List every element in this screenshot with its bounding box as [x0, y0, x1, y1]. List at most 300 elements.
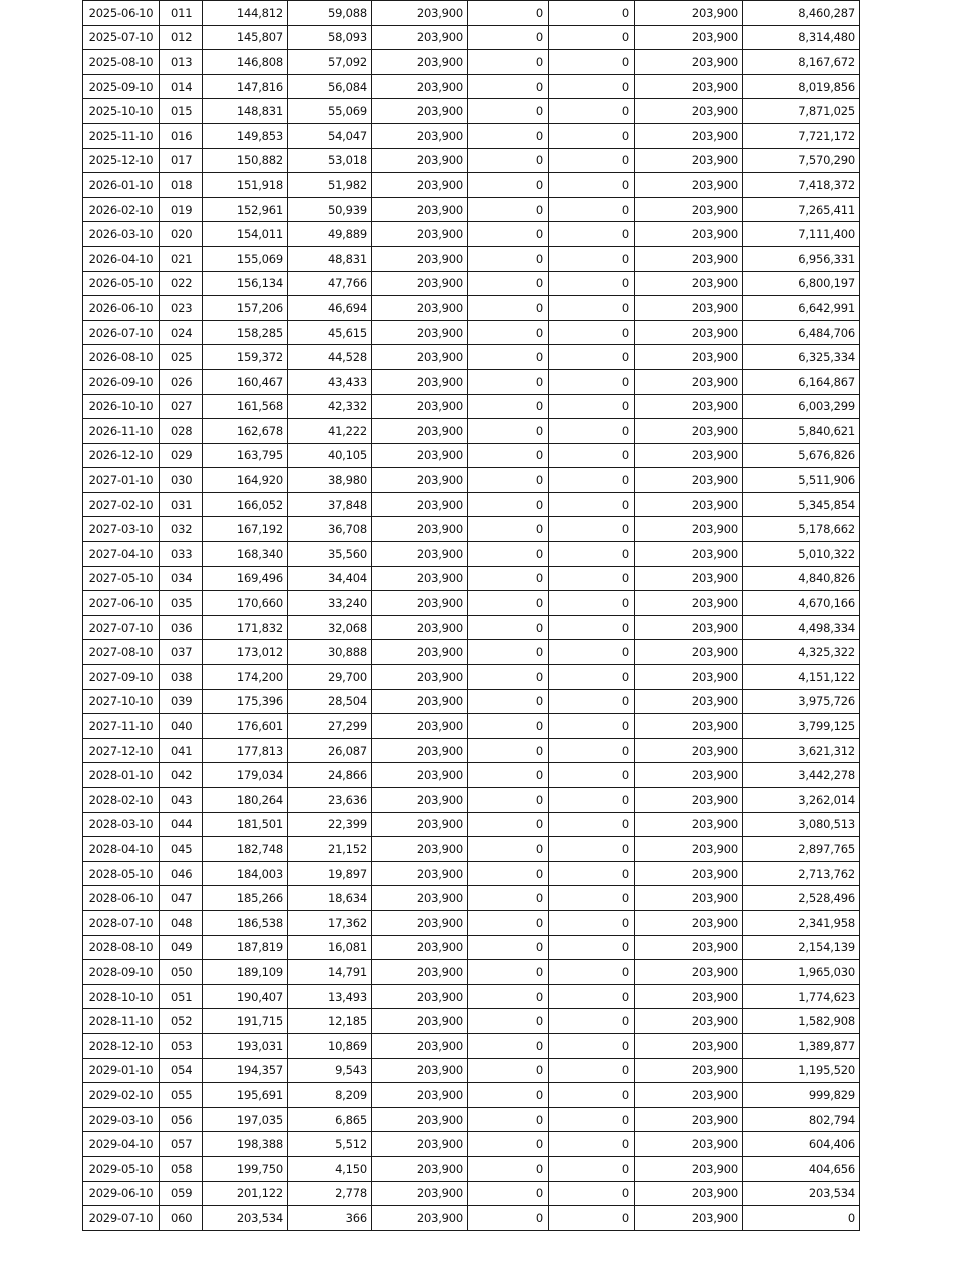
installment-number-cell: 031 — [160, 492, 203, 517]
total-payment-cell: 203,900 — [635, 419, 743, 444]
interest-cell: 45,615 — [288, 320, 372, 345]
installment-number-cell: 042 — [160, 763, 203, 788]
amount-a-cell: 0 — [468, 320, 549, 345]
remaining-balance-cell: 3,799,125 — [743, 714, 860, 739]
date-cell: 2028-09-10 — [83, 960, 160, 985]
date-cell: 2026-06-10 — [83, 296, 160, 321]
amount-a-cell: 0 — [468, 123, 549, 148]
amount-a-cell: 0 — [468, 640, 549, 665]
amount-b-cell: 0 — [549, 419, 635, 444]
installment-number-cell: 057 — [160, 1132, 203, 1157]
table-row — [83, 960, 860, 985]
total-payment-cell: 203,900 — [635, 935, 743, 960]
total-payment-cell: 203,900 — [635, 1156, 743, 1181]
date-cell: 2026-01-10 — [83, 173, 160, 198]
installment-number-cell: 030 — [160, 468, 203, 493]
amount-b-cell: 0 — [549, 960, 635, 985]
interest-cell: 48,831 — [288, 246, 372, 271]
amount-a-cell: 0 — [468, 763, 549, 788]
principal-cell: 181,501 — [203, 812, 288, 837]
installment-number-cell: 034 — [160, 566, 203, 591]
interest-cell: 34,404 — [288, 566, 372, 591]
payment-amount-cell: 203,900 — [372, 296, 468, 321]
date-cell: 2025-07-10 — [83, 25, 160, 50]
total-payment-cell: 203,900 — [635, 1083, 743, 1108]
installment-number-cell: 047 — [160, 886, 203, 911]
table-row — [83, 763, 860, 788]
principal-cell: 197,035 — [203, 1107, 288, 1132]
interest-cell: 10,869 — [288, 1033, 372, 1058]
table-row — [83, 984, 860, 1009]
remaining-balance-cell: 3,080,513 — [743, 812, 860, 837]
interest-cell: 44,528 — [288, 345, 372, 370]
table-row — [83, 1033, 860, 1058]
date-cell: 2028-02-10 — [83, 788, 160, 813]
remaining-balance-cell: 999,829 — [743, 1083, 860, 1108]
date-cell: 2027-02-10 — [83, 492, 160, 517]
date-cell: 2028-10-10 — [83, 984, 160, 1009]
date-cell: 2027-01-10 — [83, 468, 160, 493]
remaining-balance-cell: 6,800,197 — [743, 271, 860, 296]
payment-amount-cell: 203,900 — [372, 935, 468, 960]
principal-cell: 177,813 — [203, 738, 288, 763]
interest-cell: 29,700 — [288, 665, 372, 690]
amount-b-cell: 0 — [549, 1009, 635, 1034]
remaining-balance-cell: 8,167,672 — [743, 50, 860, 75]
table-row — [83, 222, 860, 247]
table-row — [83, 738, 860, 763]
total-payment-cell: 203,900 — [635, 960, 743, 985]
table-row — [83, 1, 860, 26]
date-cell: 2027-08-10 — [83, 640, 160, 665]
remaining-balance-cell: 3,442,278 — [743, 763, 860, 788]
amount-b-cell: 0 — [549, 74, 635, 99]
payment-amount-cell: 203,900 — [372, 173, 468, 198]
remaining-balance-cell: 7,111,400 — [743, 222, 860, 247]
amount-b-cell: 0 — [549, 763, 635, 788]
table-row — [83, 1181, 860, 1206]
principal-cell: 186,538 — [203, 910, 288, 935]
date-cell: 2026-12-10 — [83, 443, 160, 468]
remaining-balance-cell: 5,511,906 — [743, 468, 860, 493]
installment-number-cell: 035 — [160, 591, 203, 616]
total-payment-cell: 203,900 — [635, 99, 743, 124]
amount-b-cell: 0 — [549, 984, 635, 1009]
payment-amount-cell: 203,900 — [372, 25, 468, 50]
amount-b-cell: 0 — [549, 1058, 635, 1083]
amount-b-cell: 0 — [549, 935, 635, 960]
installment-number-cell: 036 — [160, 615, 203, 640]
remaining-balance-cell: 5,840,621 — [743, 419, 860, 444]
principal-cell: 148,831 — [203, 99, 288, 124]
amount-b-cell: 0 — [549, 1033, 635, 1058]
amount-b-cell: 0 — [549, 148, 635, 173]
interest-cell: 32,068 — [288, 615, 372, 640]
principal-cell: 179,034 — [203, 763, 288, 788]
total-payment-cell: 203,900 — [635, 468, 743, 493]
installment-number-cell: 013 — [160, 50, 203, 75]
amount-a-cell: 0 — [468, 861, 549, 886]
payment-amount-cell: 203,900 — [372, 812, 468, 837]
remaining-balance-cell: 2,897,765 — [743, 837, 860, 862]
total-payment-cell: 203,900 — [635, 173, 743, 198]
principal-cell: 152,961 — [203, 197, 288, 222]
installment-number-cell: 016 — [160, 123, 203, 148]
principal-cell: 198,388 — [203, 1132, 288, 1157]
amount-b-cell: 0 — [549, 1132, 635, 1157]
principal-cell: 193,031 — [203, 1033, 288, 1058]
payment-amount-cell: 203,900 — [372, 419, 468, 444]
payment-amount-cell: 203,900 — [372, 246, 468, 271]
remaining-balance-cell: 8,460,287 — [743, 1, 860, 26]
payment-amount-cell: 203,900 — [372, 1083, 468, 1108]
table-row — [83, 25, 860, 50]
installment-number-cell: 040 — [160, 714, 203, 739]
principal-cell: 157,206 — [203, 296, 288, 321]
interest-cell: 2,778 — [288, 1181, 372, 1206]
principal-cell: 187,819 — [203, 935, 288, 960]
amount-b-cell: 0 — [549, 1, 635, 26]
amount-b-cell: 0 — [549, 517, 635, 542]
payment-amount-cell: 203,900 — [372, 689, 468, 714]
payment-amount-cell: 203,900 — [372, 861, 468, 886]
table-row — [83, 1058, 860, 1083]
interest-cell: 6,865 — [288, 1107, 372, 1132]
table-row — [83, 394, 860, 419]
table-row — [83, 542, 860, 567]
interest-cell: 37,848 — [288, 492, 372, 517]
payment-amount-cell: 203,900 — [372, 1058, 468, 1083]
total-payment-cell: 203,900 — [635, 296, 743, 321]
payment-amount-cell: 203,900 — [372, 394, 468, 419]
table-row — [83, 74, 860, 99]
interest-cell: 12,185 — [288, 1009, 372, 1034]
interest-cell: 28,504 — [288, 689, 372, 714]
interest-cell: 40,105 — [288, 443, 372, 468]
amount-b-cell: 0 — [549, 788, 635, 813]
payment-amount-cell: 203,900 — [372, 788, 468, 813]
interest-cell: 38,980 — [288, 468, 372, 493]
payment-amount-cell: 203,900 — [372, 320, 468, 345]
interest-cell: 35,560 — [288, 542, 372, 567]
amount-b-cell: 0 — [549, 320, 635, 345]
amount-a-cell: 0 — [468, 1206, 549, 1231]
date-cell: 2027-09-10 — [83, 665, 160, 690]
table-row — [83, 369, 860, 394]
amount-a-cell: 0 — [468, 812, 549, 837]
payment-amount-cell: 203,900 — [372, 615, 468, 640]
total-payment-cell: 203,900 — [635, 320, 743, 345]
interest-cell: 17,362 — [288, 910, 372, 935]
payment-amount-cell: 203,900 — [372, 271, 468, 296]
remaining-balance-cell: 4,151,122 — [743, 665, 860, 690]
amount-b-cell: 0 — [549, 222, 635, 247]
payment-amount-cell: 203,900 — [372, 1009, 468, 1034]
table-row — [83, 492, 860, 517]
date-cell: 2025-06-10 — [83, 1, 160, 26]
interest-cell: 8,209 — [288, 1083, 372, 1108]
amount-b-cell: 0 — [549, 1156, 635, 1181]
interest-cell: 26,087 — [288, 738, 372, 763]
principal-cell: 164,920 — [203, 468, 288, 493]
installment-number-cell: 024 — [160, 320, 203, 345]
amount-a-cell: 0 — [468, 468, 549, 493]
amount-a-cell: 0 — [468, 50, 549, 75]
table-row — [83, 1009, 860, 1034]
payment-amount-cell: 203,900 — [372, 99, 468, 124]
payment-amount-cell: 203,900 — [372, 591, 468, 616]
installment-number-cell: 041 — [160, 738, 203, 763]
total-payment-cell: 203,900 — [635, 369, 743, 394]
remaining-balance-cell: 5,178,662 — [743, 517, 860, 542]
total-payment-cell: 203,900 — [635, 271, 743, 296]
amount-b-cell: 0 — [549, 886, 635, 911]
total-payment-cell: 203,900 — [635, 861, 743, 886]
date-cell: 2027-04-10 — [83, 542, 160, 567]
remaining-balance-cell: 1,582,908 — [743, 1009, 860, 1034]
payment-amount-cell: 203,900 — [372, 1206, 468, 1231]
amount-b-cell: 0 — [549, 542, 635, 567]
date-cell: 2026-08-10 — [83, 345, 160, 370]
payment-amount-cell: 203,900 — [372, 1132, 468, 1157]
date-cell: 2028-07-10 — [83, 910, 160, 935]
remaining-balance-cell: 4,840,826 — [743, 566, 860, 591]
payment-amount-cell: 203,900 — [372, 123, 468, 148]
table-row — [83, 320, 860, 345]
remaining-balance-cell: 2,341,958 — [743, 910, 860, 935]
date-cell: 2026-07-10 — [83, 320, 160, 345]
principal-cell: 199,750 — [203, 1156, 288, 1181]
remaining-balance-cell: 6,484,706 — [743, 320, 860, 345]
principal-cell: 203,534 — [203, 1206, 288, 1231]
remaining-balance-cell: 4,325,322 — [743, 640, 860, 665]
payment-amount-cell: 203,900 — [372, 517, 468, 542]
installment-number-cell: 017 — [160, 148, 203, 173]
date-cell: 2026-04-10 — [83, 246, 160, 271]
amount-b-cell: 0 — [549, 443, 635, 468]
table-row — [83, 517, 860, 542]
amount-a-cell: 0 — [468, 615, 549, 640]
principal-cell: 184,003 — [203, 861, 288, 886]
amount-b-cell: 0 — [549, 492, 635, 517]
principal-cell: 175,396 — [203, 689, 288, 714]
amount-a-cell: 0 — [468, 910, 549, 935]
amount-a-cell: 0 — [468, 714, 549, 739]
remaining-balance-cell: 203,534 — [743, 1181, 860, 1206]
amount-b-cell: 0 — [549, 296, 635, 321]
principal-cell: 162,678 — [203, 419, 288, 444]
table-row — [83, 123, 860, 148]
amount-a-cell: 0 — [468, 394, 549, 419]
installment-number-cell: 014 — [160, 74, 203, 99]
total-payment-cell: 203,900 — [635, 1132, 743, 1157]
amount-b-cell: 0 — [549, 246, 635, 271]
table-row — [83, 1156, 860, 1181]
installment-number-cell: 051 — [160, 984, 203, 1009]
principal-cell: 170,660 — [203, 591, 288, 616]
table-row — [83, 148, 860, 173]
amount-b-cell: 0 — [549, 837, 635, 862]
table-row — [83, 246, 860, 271]
interest-cell: 50,939 — [288, 197, 372, 222]
payment-amount-cell: 203,900 — [372, 1033, 468, 1058]
date-cell: 2026-11-10 — [83, 419, 160, 444]
table-row — [83, 665, 860, 690]
amount-b-cell: 0 — [549, 369, 635, 394]
total-payment-cell: 203,900 — [635, 640, 743, 665]
principal-cell: 167,192 — [203, 517, 288, 542]
principal-cell: 150,882 — [203, 148, 288, 173]
principal-cell: 155,069 — [203, 246, 288, 271]
principal-cell: 154,011 — [203, 222, 288, 247]
installment-number-cell: 045 — [160, 837, 203, 862]
principal-cell: 161,568 — [203, 394, 288, 419]
total-payment-cell: 203,900 — [635, 443, 743, 468]
amount-b-cell: 0 — [549, 615, 635, 640]
table-row — [83, 935, 860, 960]
amount-b-cell: 0 — [549, 665, 635, 690]
table-row — [83, 296, 860, 321]
remaining-balance-cell: 6,003,299 — [743, 394, 860, 419]
repayment-schedule-body — [83, 1, 860, 1231]
total-payment-cell: 203,900 — [635, 689, 743, 714]
installment-number-cell: 050 — [160, 960, 203, 985]
payment-amount-cell: 203,900 — [372, 222, 468, 247]
payment-amount-cell: 203,900 — [372, 960, 468, 985]
payment-amount-cell: 203,900 — [372, 50, 468, 75]
amount-a-cell: 0 — [468, 1, 549, 26]
amount-a-cell: 0 — [468, 960, 549, 985]
remaining-balance-cell: 6,642,991 — [743, 296, 860, 321]
installment-number-cell: 012 — [160, 25, 203, 50]
amount-a-cell: 0 — [468, 148, 549, 173]
remaining-balance-cell: 7,418,372 — [743, 173, 860, 198]
date-cell: 2027-12-10 — [83, 738, 160, 763]
remaining-balance-cell: 1,774,623 — [743, 984, 860, 1009]
date-cell: 2025-11-10 — [83, 123, 160, 148]
remaining-balance-cell: 802,794 — [743, 1107, 860, 1132]
installment-number-cell: 052 — [160, 1009, 203, 1034]
remaining-balance-cell: 1,965,030 — [743, 960, 860, 985]
principal-cell: 147,816 — [203, 74, 288, 99]
installment-number-cell: 011 — [160, 1, 203, 26]
amount-b-cell: 0 — [549, 566, 635, 591]
table-row — [83, 591, 860, 616]
payment-amount-cell: 203,900 — [372, 1181, 468, 1206]
amount-a-cell: 0 — [468, 591, 549, 616]
principal-cell: 149,853 — [203, 123, 288, 148]
remaining-balance-cell: 5,676,826 — [743, 443, 860, 468]
payment-amount-cell: 203,900 — [372, 74, 468, 99]
date-cell: 2028-12-10 — [83, 1033, 160, 1058]
total-payment-cell: 203,900 — [635, 984, 743, 1009]
installment-number-cell: 048 — [160, 910, 203, 935]
amount-b-cell: 0 — [549, 1181, 635, 1206]
payment-amount-cell: 203,900 — [372, 148, 468, 173]
installment-number-cell: 029 — [160, 443, 203, 468]
amount-a-cell: 0 — [468, 345, 549, 370]
remaining-balance-cell: 1,195,520 — [743, 1058, 860, 1083]
amount-a-cell: 0 — [468, 1033, 549, 1058]
principal-cell: 194,357 — [203, 1058, 288, 1083]
remaining-balance-cell: 7,871,025 — [743, 99, 860, 124]
principal-cell: 151,918 — [203, 173, 288, 198]
date-cell: 2026-05-10 — [83, 271, 160, 296]
installment-number-cell: 044 — [160, 812, 203, 837]
interest-cell: 22,399 — [288, 812, 372, 837]
amount-b-cell: 0 — [549, 468, 635, 493]
payment-amount-cell: 203,900 — [372, 542, 468, 567]
table-row — [83, 812, 860, 837]
installment-number-cell: 023 — [160, 296, 203, 321]
payment-amount-cell: 203,900 — [372, 640, 468, 665]
payment-amount-cell: 203,900 — [372, 910, 468, 935]
interest-cell: 19,897 — [288, 861, 372, 886]
amount-a-cell: 0 — [468, 566, 549, 591]
remaining-balance-cell: 2,528,496 — [743, 886, 860, 911]
date-cell: 2027-07-10 — [83, 615, 160, 640]
principal-cell: 191,715 — [203, 1009, 288, 1034]
table-row — [83, 173, 860, 198]
amount-a-cell: 0 — [468, 296, 549, 321]
amount-b-cell: 0 — [549, 714, 635, 739]
total-payment-cell: 203,900 — [635, 542, 743, 567]
amount-a-cell: 0 — [468, 689, 549, 714]
principal-cell: 159,372 — [203, 345, 288, 370]
total-payment-cell: 203,900 — [635, 763, 743, 788]
remaining-balance-cell: 404,656 — [743, 1156, 860, 1181]
amount-a-cell: 0 — [468, 837, 549, 862]
date-cell: 2028-06-10 — [83, 886, 160, 911]
interest-cell: 47,766 — [288, 271, 372, 296]
date-cell: 2028-01-10 — [83, 763, 160, 788]
interest-cell: 14,791 — [288, 960, 372, 985]
amount-b-cell: 0 — [549, 861, 635, 886]
total-payment-cell: 203,900 — [635, 812, 743, 837]
principal-cell: 176,601 — [203, 714, 288, 739]
date-cell: 2027-10-10 — [83, 689, 160, 714]
total-payment-cell: 203,900 — [635, 1107, 743, 1132]
date-cell: 2026-10-10 — [83, 394, 160, 419]
payment-amount-cell: 203,900 — [372, 837, 468, 862]
amount-b-cell: 0 — [549, 812, 635, 837]
installment-number-cell: 015 — [160, 99, 203, 124]
principal-cell: 182,748 — [203, 837, 288, 862]
date-cell: 2027-03-10 — [83, 517, 160, 542]
total-payment-cell: 203,900 — [635, 566, 743, 591]
amount-a-cell: 0 — [468, 1107, 549, 1132]
installment-number-cell: 022 — [160, 271, 203, 296]
table-row — [83, 271, 860, 296]
total-payment-cell: 203,900 — [635, 222, 743, 247]
table-row — [83, 689, 860, 714]
total-payment-cell: 203,900 — [635, 886, 743, 911]
remaining-balance-cell: 604,406 — [743, 1132, 860, 1157]
payment-amount-cell: 203,900 — [372, 369, 468, 394]
interest-cell: 54,047 — [288, 123, 372, 148]
table-row — [83, 861, 860, 886]
date-cell: 2026-02-10 — [83, 197, 160, 222]
total-payment-cell: 203,900 — [635, 246, 743, 271]
total-payment-cell: 203,900 — [635, 1058, 743, 1083]
date-cell: 2029-07-10 — [83, 1206, 160, 1231]
payment-amount-cell: 203,900 — [372, 984, 468, 1009]
amount-a-cell: 0 — [468, 443, 549, 468]
total-payment-cell: 203,900 — [635, 25, 743, 50]
principal-cell: 145,807 — [203, 25, 288, 50]
installment-number-cell: 033 — [160, 542, 203, 567]
date-cell: 2025-08-10 — [83, 50, 160, 75]
